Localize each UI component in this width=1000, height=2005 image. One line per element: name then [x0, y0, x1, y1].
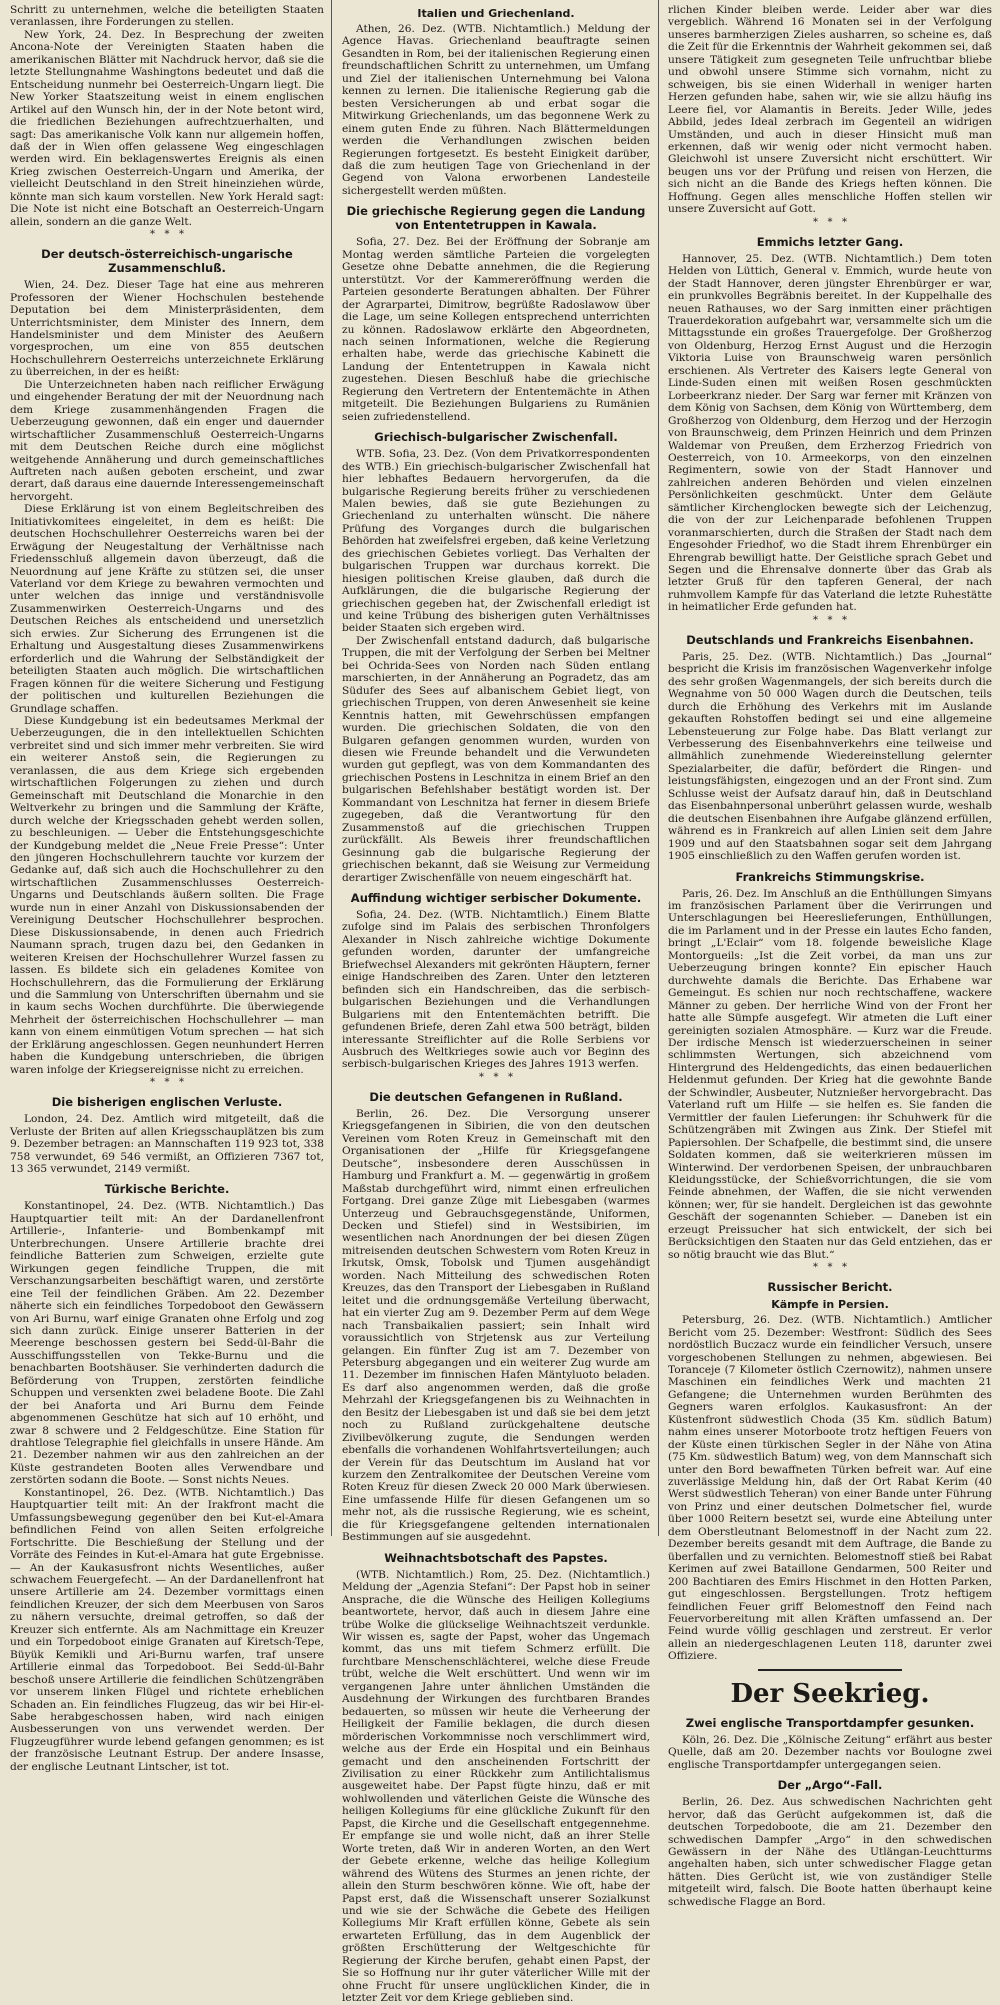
article-subheading: Kämpfe in Persien. [771, 1298, 889, 1312]
article-heading: Die griechische Regierung gegen die Landung von Ententetruppen in Kawala. [346, 204, 646, 233]
article-text: Paris, 25. Dez. (WTB. Nichtamtlich.) Das „Journal“ bespricht die Krisis im französischen Wagenverkehr infolge des sehr großen Wagenmangels, der sich bereits durch die Wegnahme von 50 000 Wagen durch die Deutschen, teils durch die Erhöhung des Verkehrs mit im Auslande gekauften Rohstoffen bedingt sei und eine allgemeine Lebensteuerung zur Folge habe. Das Blatt verlangt zur Verbesserung des Eisenbahnverkehrs eine teilweise und allmählich zunehmende Wiedereinstellung gelernter Spezialarbeiter, die dafür, befördert die Ringen- und leistungsfähigsten, eingezogen und an der Front sind. Zum Schlusse weist der Aufsatz darauf hin, daß in Deutschland das Eisenbahnpersonal unberührt gelassen wurde, weshalb die deutschen Eisenbahnen ihre Aufgabe glänzend erfüllen, während es in Frankreich auf allen Linien seit dem Jahre 1909 und auf den Staatsbahnen sogar seit dem Jahrgang 1905 einschließlich zu den Waffen gerufen worden ist. [668, 650, 992, 863]
article-text: Wien, 24. Dez. Dieser Tage hat eine aus mehreren Professoren der Wiener Hochschulen bestehende Deputation bei dem Ministerpräsidenten, dem Unterrichtsminister, dem Minister des Innern, dem Handelsminister und dem Minister des Aeußern vorgesprochen, um eine von 855 deutschen Hochschullehrern Oesterreichs unterzeichnete Erklärung zu überreichen, in der es heißt: [10, 279, 324, 379]
article-heading: Der „Argo“-Fall. [777, 1778, 883, 1793]
article-heading: Zwei englische Transportdampfer gesunken. [685, 1715, 975, 1730]
column-left [0, 0, 332, 1773]
article-heading: Deutschlands und Frankreichs Eisenbahnen. [686, 632, 974, 647]
article-text: Hannover, 25. Dez. (WTB. Nichtamtlich.) Dem toten Helden von Lüttich, General v. Emmich, wurde heute von der Stadt Hannover, deren jüngster Ehrenbürger er war, ein prunkvolles Begräbnis bereitet. In der Kuppelhalle des neuen Rathauses, wo der Sarg inmitten einer prächtigen Trauerdekoration aufgebahrt war, versammelte sich um die Mittagsstunde ein großes Trauergefolge. Der Großherzog von Oldenburg, Herzog Ernst August und die Herzogin Viktoria Luise von Braunschweig waren persönlich erschienen. Als Vertreter des Kaisers legte General von Linde-Suden einen mit weißen Rosen geschmückten Lorbeerkranz nieder. Der Sarg war ferner mit Kränzen von dem König von Sachsen, dem König von Württemberg, dem Großherzog von Oldenburg, dem Herzog und der Herzogin von Braunschweig, dem Prinzen Heinrich und dem Prinzen Waldemar von Preußen, dem Erzherzog Friedrich von Oesterreich, von 10. Armeekorps, von den einzelnen Regimentern, sowie von der Stadt Hannover und zahlreichen anderen Behörden und vielen einzelnen Persönlichkeiten geschmückt. Unter dem Geläute sämtlicher Kirchenglocken bewegte sich der Leichenzug, die von der zur Leichenparade befohlenen Truppen voranmarschierten, durch die Straßen der Stadt nach dem Engesohder Friedhof, wo die Stadt ihrem Ehrenbürger ein Ehrengrab bewilligt hatte. Der Geistliche sprach Gebet und Segen und die Ehrensalve donnerte über das Grab als letzter Gruß für den tapferen General, der nach ruhmvollem Kampfe für das Vaterland die letzte Ruhestätte in heimatlicher Erde gefunden hat. [668, 252, 992, 614]
separator-star: * * * [812, 216, 848, 228]
separator-star: * * * [478, 1071, 514, 1083]
article-text: Athen, 26. Dez. (WTB. Nichtamtlich.) Meldung der Agence Havas. Griechenland beauftragte seinen Gesandten in Rom, bei der italienischen Regierung einen freundschaftlichen Schritt zu unternehmen, um Umfang und Ziel der italienischen Unternehmung bei Valona kennen zu lernen. Die italienische Regierung gab die besten Versicherungen ab und erbat sogar die Mitwirkung Griechenlands, um das begonnene Werk zu einem guten Ende zu führen. Nach Blättermeldungen werden die Verhandlungen zwischen beiden Regierungen fortgesetzt. Es besteht Einigkeit darüber, daß die zum heutigen Tage von Griechenland in der Gegend von Valona erworbenen Landesteile sichergestellt werden müßten. [342, 23, 650, 197]
article-text: Köln, 26. Dez. Die „Kölnische Zeitung“ erfährt aus bester Quelle, daß am 20. Dezember nachts vor Boulogne zwei englische Transportdampfer untergegangen seien. [668, 1733, 992, 1771]
separator-star: * * * [812, 614, 848, 626]
article-text: Sofia, 27. Dez. Bei der Eröffnung der Sobranje am Montag werden sämtliche Parteien die vorgelegten Gesetze ohne Debatte annehmen, die die Regierung unterstützt. Vor der Kammereröffnung werden die Parteien gesonderte Beratungen abhalten. Der Führer der Agrarpartei, Dimitrow, begrüßte Radoslawow über die Lage, um seine Kollegen entsprechend unterrichten zu können. Radoslawow erklärte den Abgeordneten, nach seinen Informationen, welche die Regierung erhalten habe, werde das griechische Kabinett die Landung der Ententetruppen in Kawala nicht zugestehen. Diesen Beschluß habe die griechische Regierung den Vertretern der Ententemächte in Athen mitgeteilt. Die Beziehungen Bulgariens zu Rumänien seien zufriedenstellend. [342, 236, 650, 423]
article-text: Petersburg, 26. Dez. (WTB. Nichtamtlich.) Amtlicher Bericht vom 25. Dezember: Westfront: Südlich des Sees nordöstlich Buczacz wurde ein feindlicher Versuch, unsere vorgeschobenen Stellungen zu nehmen, abgewiesen. Bei Toranceje (7 Kilometer östlich Czernowitz), nahmen unsere Maschinen ein feindliches Werk und machten 21 Gefangene; die Unternehmen wurden Berühmten des Gegners waren erfolglos. Kaukasusfront: An der Küstenfront südwestlich Choda (35 Km. südlich Batum) nahm eines unserer Motorboote trotz heftigen Feuers von der Küste einen türkischen Segler in der Nähe von Atina (75 Km. südwestlich Batum) weg, von dem Mannschaft sich unter den Bord bewaffneten Türken befreit war. Auf eine zuverlässige Meldung hin, daß der Ort Rabat Kerim (40 Werst südwestlich Teheran) von einer Bande unter Führung von Prinz und einer deutschen Dolmetscher fiel, wurde über 1000 Reitern besetzt sei, wurde eine Abteilung unter dem Oberstleutnant Belomestnoff in der Nacht zum 22. Dezember bereits gesandt mit dem Auftrage, die Bande zu überfallen und zu vernichten. Belomestnoff stieß bei Rabat Kerimen auf zwei Bataillone Gendarmen, 500 Reiter und 200 Bachtiaren des Emirs Hischmet in den Hotten Parken, gut eingeschlossen. Bergstellungen. Trotz heftigem feindlichen Feuer griff Belomestnoff den Feind nach Feuervorbereitung mit allen Kräften umfassend an. Der Feind wurde völlig geschlagen und zerstreut. Er verlor allein an niedergeschlagenen Leuten 118, darunter zwei Offiziere. [668, 1314, 992, 1663]
article-text: Berlin, 26. Dez. Aus schwedischen Nachrichten geht hervor, daß das Gerücht aufgekommen ist, daß die deutschen Torpedoboote, die am 21. Dezember den schwedischen Dampfer „Argo“ in den schwedischen Gewässern in der Nähe des Utlängan-Leuchtturms angehalten haben, sich unter schwedischer Flagge getan hätten. Dies Gerücht ist, wie von zuständiger Stelle mitgeteilt wird, falsch. Die Boote hatten überhaupt keine schwedische Flagge an Bord. [668, 1796, 992, 1908]
article-heading: Russischer Bericht. [767, 1280, 893, 1295]
article-text: Der Zwischenfall entstand dadurch, daß bulgarische Truppen, die mit der Verfolgung der Serben bei Meltner bei Ochrida-Sees von Norden nach Süden entlang marschierten, in der Annäherung an Pogradetz, das am Südufer des Sees auf albanischem Gebiet liegt, von griechischen Truppen, von deren Anwesenheit sie keine Kenntnis hatten, mit Gewehrschüssen empfangen wurden. Die griechischen Soldaten, die von den Bulgaren gefangen genommen wurden, wurden von diesen wie Freunde behandelt und die Verwundeten wurden gut gepflegt, was von dem Kommandanten des griechischen Postens in Leschnitza in einem Brief an den bulgarischen Befehlshaber bestätigt worden ist. Der Kommandant von Leschnitza hat ferner in diesem Briefe zugegeben, daß die Verantwortung für den Zusammenstoß auf die griechischen Truppen zurückfällt. Als Beweis ihrer freundschaftlichen Gesinnung gab die bulgarische Regierung der griechischen bekannt, daß sie Weisung zur Vermeidung derartiger Zwischenfälle von neuem eingeschärft hat. [342, 634, 650, 884]
article-text: Die Unterzeichneten haben nach reiflicher Erwägung und eingehender Beratung der mit der Neuordnung nach dem Kriege zusammenhängenden Fragen die Ueberzeugung gewonnen, daß ein enger und dauernder wirtschaftlicher Zusammenschluß Oesterreich-Ungarns mit dem Deutschen Reiche durch eine möglichst weitgehende Annäherung und durch gemeinschaftliches Auftreten nach außen geboten erscheint, und zwar derart, daß daraus eine dauernde Interessengemeinschaft hervorgeht. [10, 378, 324, 503]
article-text: Diese Erklärung ist von einem Begleitschreiben des Initiativkomitees eingeleitet, in dem es heißt: Die deutschen Hochschullehrer Oesterreichs waren bei der Erwägung der Neugestaltung der Verhältnisse nach Friedensschluß allgemein davon überzeugt, daß die Neuordnung auf jene Kräfte zu stützen sei, die unser Vaterland vor dem Kriege zu bewahren vermochten und unter welchen das innige und verständnisvolle Zusammenwirken Oesterreich-Ungarns und des Deutschen Reiches als entscheidend und unersetzlich sich erwies. Zur Sicherung des Errungenen ist die Erhaltung und Ausgestaltung dieses Zusammenwirkens erforderlich und die Wahrung der Selbständigkeit der beteiligten Staaten auch möglich. Die wirtschaftlichen Fragen können für die weitere Sicherung und Festigung der politischen und kulturellen Beziehungen die Grundlage schaffen. [10, 503, 324, 715]
separator-star: * * * [149, 229, 185, 241]
article-heading: Die deutschen Gefangenen in Rußland. [369, 1089, 623, 1104]
article-heading: Emmichs letzter Gang. [756, 234, 904, 249]
column-middle [332, 0, 658, 2005]
article-text: Diese Kundgebung ist ein bedeutsames Merkmal der Ueberzeugungen, die in den intellektuellen Schichten verbreitet sind und sich immer mehr verbreiten. Sie wird ein weiterer Anstoß sein, die Regierungen zu veranlassen, die aus dem Kriege sich ergebenden wirtschaftlichen Folgerungen zu ziehen und durch Gemeinschaft mit Deutschland die Monarchie in den Weltverkehr zu bringen und die Sammlung der Kräfte, durch welche der Kriegsschaden gehebt werden sollen, zu beschleunigen. — Ueber die Entstehungsgeschichte der Kundgebung meldet die „Neue Freie Presse“: Unter den jüngeren Hochschullehrern tauchte vor kurzem der Gedanke auf, daß sich auch die Hochschullehrer zu den wirtschaftlichen Zusammenschlusses Oesterreich-Ungarns und Deutschlands äußern sollten. Die Frage wurde nun in einer Anzahl von Diskussionsabenden der Vereinigung Deutscher Hochschullehrer besprochen. Diese Diskussionsabende, in denen auch Friedrich Naumann sprach, trugen dazu bei, den Gedanken in weiteren Kreisen der Hochschullehrer Wurzel fassen zu lassen. Es bildete sich ein geladenes Komitee von Hochschullehrern, das die Formulierung der Erklärung und die Sammlung von Unterschriften übernahm und sie in kaum sechs Wochen durchführte. Die überwiegende Mehrheit der österreichischen Hochschullehrer — man kann von einem einmütigen Votum sprechen — hat sich der Erklärung angeschlossen. Gegen neunhundert Herren haben die Kundgebung unterschrieben, die übrigen waren infolge der Kriegsereignisse nicht zu erreichen. [10, 715, 324, 1076]
article-text: Sofia, 24. Dez. (WTB. Nichtamtlich.) Einem Blatte zufolge sind im Palais des serbischen Thronfolgers Alexander in Nisch zahlreiche wichtige Dokumente gefunden worden, darunter der umfangreiche Briefwechsel Alexanders mit gekrönten Häuptern, ferner einige Handschreiben des Zaren. Unter den letzteren befinden sich ein Handschreiben, das die serbisch-bulgarischen Beziehungen und die Verhandlungen Bulgariens mit den Ententemächten betrifft. Die gefundenen Briefe, deren Zahl etwa 500 beträgt, bilden interessante Streiflichter auf die Rolle Serbiens vor Ausbruch des Weltkrieges sowie auch vor Beginn des serbisch-bulgarischen Krieges des Jahres 1913 werfen. [342, 909, 650, 1071]
article-text: Schritt zu unternehmen, welche die beteiligten Staaten veranlassen, ihre Forderungen zu stellen. [10, 4, 324, 29]
article-heading: Türkische Berichte. [104, 1182, 230, 1197]
article-text: rlichen Kinder bleiben werde. Leider aber war dies vergeblich. Während 16 Monaten sei in der Verfolgung unseres barmherzigen Zieles ausharren, so scheine es, daß die Zeit für die Erkenntnis der Wahrheit gekommen sei, daß unsere Tätigkeit zum gesegneten Teile unfruchtbar bliebe und obwohl unsere Stimme sich vornahm, nicht zu schweigen, bis sie einen Widerhall in weniger harten Herzen gefunden habe, sahen wir, wie sie allzu häufig ins Leere fiel, vor Alamantis in Bereits. Jeder Wille, jedes Abbild, jedes Ideal zerbrach im Gegenteil an widrigen Umständen, und auch in dieser Hinsicht muß man erkennen, daß wir wenig oder nicht vermocht haben. Gleichwohl ist unsere Zuversicht nicht erschüttert. Wir beugen uns vor der Prüfung und reisen von Herzen, die sich nicht an die Bande des Kriegs heften können. Die Hoffnung. Gegen alles menschliche Hoffen stellen wir unsere Zuversicht auf Gott. [668, 4, 992, 216]
column-right [658, 0, 1000, 1908]
separator-star: * * * [149, 1077, 185, 1089]
column-rule [331, 0, 332, 1536]
section-heading: Der Seekrieg. [730, 1678, 930, 1709]
article-heading: Der deutsch-österreichisch-ungarische Zusammenschluß. [41, 247, 293, 276]
separator-star: * * * [812, 1262, 848, 1274]
article-text: (WTB. Nichtamtlich.) Rom, 25. Dez. (Nichtamtlich.) Meldung der „Agenzia Stefani“: Der Papst hob in seiner Ansprache, die die Wünsche des Heiligen Kollegiums beantwortete, hervor, daß auch in diesem Jahre eine trübe Wolke die glückselige Weihnachtszeit verdunkle. Wir wissen es, sagte der Papst, woher das Ungemach kommt, das uns mit tiefem Schmerz erfüllt. Die furchtbare Menschenschlächterei, welche diese Freude trübt, welche die Welt erschüttert. Und wenn wir im vergangenen Jahre unter ähnlichen Umständen die Ausdehnung der Wirkungen des furchtbaren Brandes bedauerten, so müssen wir heute die Verheerung der Heiligkeit der Familie beklagen, die durch diesen mörderischen Vorkommnisse noch verschlimmert wird, welche aus der Erde ein Hospital und ein Beinhaus gemacht und den anscheinenden Fortschritt der Zivilisation zu einer Rückkehr zum Antilichtalismus ausgeweitet habe. Der Papst fügte hinzu, daß er mit wohlwollenden und väterlichen Geiste die Wünsche des heiligen Kollegiums für eine glückliche Zukunft für den Papst, die Kirche und die Gesellschaft entgegennehme. Er empfange sie und wolle nicht, daß an ihrer Stelle Worte treten, daß Wir in anderen Worten, an den Wert der Gebete erkenne, welche das heilige Kollegium während des Wütens des Sturmes an jenen richte, der allein den Sturm beschwören könne. Wie oft, habe der Papst erst, daß die Wissenschaft unserer Sozialkunst und wie sie der Schwäche die Gebete des Heiligen Kollegiums Mir Kraft erfüllen könne, Gebete als sein erwarteten Erfüllung, das in dem Augenblick der größten Erschütterung der Weltgeschichte für Regierung der Kirche berufen, gehabt einen Papst, der Sie so Hoffnung nur ihr guter väterlicher Wille mit der ohne Frucht für unsere unglücklichen Kinder, die in letzter Zeit vor dem Kriege geblieben sind. [342, 1568, 650, 2005]
section-divider [758, 1669, 902, 1671]
column-rule [658, 0, 659, 1536]
article-heading: Die bisherigen englischen Verluste. [51, 1095, 283, 1110]
article-heading: Frankreichs Stimmungskrise. [735, 869, 925, 884]
article-text: Berlin, 26. Dez. Die Versorgung unserer Kriegsgefangenen in Sibirien, die von den deutschen Vereinen vom Roten Kreuz in Gemeinschaft mit den Organisationen der „Hilfe für Kriegsgefangene Deutsche“, insbesondere deren Ausschüssen in Hamburg und Frankfurt a. M. — gegenwärtig in großem Maßstab durchgeführt wird, nimmt einen erfreulichen Fortgang. Drei ganze Züge mit Liebesgaben (warmes Unterzeug und Gebrauchsgegenstände, Uniformen, Decken und Stiefel) sind in Westsibirien, im wesentlichen nach Anordnungen der bei diesen Zügen mitreisenden deutschen Schwestern vom Roten Kreuz in Irkutsk, Omsk, Tobolsk und Tjumen ausgehändigt worden. Nach Mitteilung des schwedischen Roten Kreuzes, das den Transport der Liebesgaben in Rußland leitet und die ordnungsgemäße Verteilung überwacht, hat ein vierter Zug am 9. Dezember Perm auf dem Wege nach Transbaikalien passiert; sein Inhalt wird voraussichtlich von Strjetensk aus zur Verteilung gelangen. Ein fünfter Zug ist am 7. Dezember von Petersburg abgegangen und ein weiterer Zug wurde am 11. Dezember im finnischen Hafen Mäntyluoto beladen. Es darf also angenommen werden, daß die große Mehrzahl der Kriegsgefangenen bis zu Weihnachten in den Besitz der Liebesgaben ist und daß sie bei dem jetzt noch zu Rußland zurückgehaltene deutsche Zivilbevölkerung zugute, die Sendungen werden ebenfalls die vorhandenen Wohlfahrtsverteilungen; auch der Verein für das Deutschtum im Ausland hat vor kurzem den Zentralkomitee der Deutschen Vereine vom Roten Kreuz für diesen Zweck 20 000 Mark überwiesen. Eine umfassende Hilfe für diesen Gefangenen um so mehr not, als die russische Regierung, wie es scheint, die für Kriegsgefangene geltenden internationalen Bestimmungen auf sie ausgedehnt. [342, 1107, 650, 1544]
article-text: Konstantinopel, 24. Dez. (WTB. Nichtamtlich.) Das Hauptquartier teilt mit: An der Dardanellenfront Artillerie-, Infanterie- und Bombenkampf mit Unterbrechungen. Unsere Artillerie brachte drei feindliche Batterien zum Schweigen, erzielte gute Wirkungen gegen feindliche Truppen, die mit Verschanzungsarbeiten beschäftigt waren, und zerstörte eine Teil der feindlichen Gräben. Am 22. Dezember näherte sich ein feindliches Torpedoboot den Gewässern von Ari Burnu, warf einige Granaten ohne Erfolg und zog sich dann zurück. Einige unserer Batterien in der Meerenge beschossen gestern bei Sedd-ül-Bahr die Ausschiffungsstellen von Tekke-Burnu und die benachbarten Bootshäuser. Sie verhinderten dadurch die Beförderung von Truppen, zerstörten feindliche Schuppen und versenkten zwei beladene Boote. Die Zahl der bei Anaforta und Ari Burnu dem Feinde abgenommenen Geschütze hat sich auf 10 erhöht, und zwar 8 schwere und 2 Feldgeschütze. Eine Station für drahtlose Telegraphie fiel gleichfalls in unsere Hände. Am 21. Dezember nahmen wir aus den zahlreichen an der Küste gestrandeten Booten alles Verwendbare und zerstörten sodann die Boote. — Sonst nichts Neues. [10, 1200, 324, 1487]
article-text: WTB. Sofia, 23. Dez. (Von dem Privatkorrespondenten des WTB.) Ein griechisch-bulgarischer Zwischenfall hat hier lebhaftes Bedauern hervorgerufen, da die bulgarische Regierung bereits früher zu verschiedenen Malen bewies, daß sie gute Beziehungen zu Griechenland zu unterhalten wünscht. Die nähere Prüfung des Vorganges durch die bulgarischen Behörden hat zweifelsfrei ergeben, daß keine Verletzung des griechischen Gebietes vorliegt. Das Verhalten der bulgarischen Truppen war durchaus korrekt. Die hiesigen politischen Kreise glauben, daß durch die Aufklärungen, die die bulgarische Regierung der griechischen gegeben hat, der Zwischenfall erledigt ist und keine Trübung des bisherigen guten Verhältnisses beider Staaten sich ergeben wird. [342, 448, 650, 635]
article-heading: Auffindung wichtiger serbischer Dokumente. [350, 891, 642, 905]
article-heading: Weihnachtsbotschaft des Papstes. [384, 1550, 608, 1565]
article-heading: Griechisch-bulgarischer Zwischenfall. [374, 430, 618, 445]
article-text: Konstantinopel, 26. Dez. (WTB. Nichtamtlich.) Das Hauptquartier teilt mit: An der Irakfront macht die Umfassungsbewegung gegenüber den bei Kut-el-Amara befindlichen Feind von allen Seiten erfolgreiche Fortschritte. Die Beschießung der Stellung und der Vorräte des Feindes in Kut-el-Amara hat gute Ergebnisse. — An der Kaukasusfront nichts Wesentliches, außer schwachem Feuergefecht. — An der Dardanellenfront hat unsere Artillerie am 24. Dezember vormittags einen feindlichen Kreuzer, der sich dem Meerbusen von Saros zu nähern versuchte, dreimal getroffen, so daß der Kreuzer sich entfernte. Als am Nachmittage ein Kreuzer und ein Torpedoboot einige Granaten auf Kiretsch-Tepe, Büyük Kemikli und Ari-Burnu warfen, traf unsere Artillerie einmal das Torpedoboot. Bei Sedd-ül-Bahr beschoß unsere Artillerie die feindlichen Schützengräben vor unserem linken Flügel und richtete erheblichen Schaden an. Ein feindliches Flugzeug, das wir bei Hir-el-Sabe herabgeschossen haben, wird nach einigen Ausbesserungen von uns verwendet werden. Der Flugzeugführer wurde lebend gefangen genommen; es ist der französische Leutnant Estrup. Der andere Insasse, der englische Leutnant Lintscher, ist tot. [10, 1486, 324, 1773]
article-text: London, 24. Dez. Amtlich wird mitgeteilt, daß die Verluste der Briten auf allen Kriegsschauplätzen bis zum 9. Dezember betragen: an Mannschaften 119 923 tot, 338 758 verwundet, 69 546 vermißt, an Offizieren 7367 tot, 13 365 verwundet, 2149 vermißt. [10, 1113, 324, 1175]
article-text: Paris, 26. Dez. Im Anschluß an die Enthüllungen Simyans im französischen Parlament über die Verirrungen und Unterschlagungen bei Heereslieferungen, Enthüllungen, die im Parlament und in der Presse ein lautes Echo fanden, bringt „L'Eclair“ vom 18. folgende beweisliche Klage Montorgueils: „Ist die Zeit vorbei, da man uns zur Ueberzeugung bringen konnte? Ein epischer Hauch durchwehte damals die Berichte. Das Erhabene war Gemeingut. Es schien nur noch rechtschaffene, wackere Männer zu geben. Der herrliche Wind von der Front her hatte alle Sümpfe ausgefegt. Wir atmeten die Luft einer gereinigten sozialen Atmosphäre. — Kurz war die Freude. Der irdische Mensch ist wiederzuerscheinen in seiner schlimmsten Wertungen, sich abzeichnend vom Hintergrund des Heldengedichts, das einen bedauerlichen Heldenmut gefunden. Der Krieg hat die gewohnte Bande der Schwindler, Ausbeuter, Nutznießer hervorgebracht. Das Vaterland ruft um Hilfe — sie helfen es. Sie fanden die Vermittler der faulen Lieferungen: ihr Schuhwerk für die Schützengräben mit Zwingen aus Zink. Der Stiefel mit Papiersohlen. Der Schafpelle, die bestimmt sind, die unsere Soldaten kommen, daß sie weiterkrieren müssen im Winterwind. Der verdorbenen Speisen, der unbrauchbaren Kleidungsstücke, der Schießvorrichtungen, die sie vom Feinde abnehmen, der Waffen, die sie nicht verwenden können; wer, für sie handelt. Dergleichen ist das gewohnte Geschäft der sogenannten Schieber. — Daneben ist ein erzeugt Preissucher hat sich entwickelt, der sich bei Berücksichtigen den Staaten nur das Geld entziehen, das er so nötig braucht wie das Blut.“ [668, 887, 992, 1261]
article-heading: Italien und Griechenland. [417, 7, 575, 20]
article-text: New York, 24. Dez. In Besprechung der zweiten Ancona-Note der Vereinigten Staaten haben die amerikanischen Blätter mit Nachdruck hervor, daß sie die letzte Stellungnahme Washingtons bedeutet und daß die Entscheidung nunmehr bei Oesterreich-Ungarn liegt. Die New Yorker Staatszeitung weist in einem englischen Artikel auf den Wunsch hin, der in der Note betont wird, die friedlichen Beziehungen aufrechtzuerhalten, und sagt: Das amerikanische Volk kann nur allgemein hoffen, daß der in Wien offen gelassene Weg eingeschlagen werden wird. Ein beklagenswertes Ereignis als einen Krieg zwischen Oesterreich-Ungarn und Amerika, der vielleicht Deutschland in den Streit hineinziehen würde, könnte man sich kaum vorstellen. New York Herald sagt: Die Note ist nicht eine Botschaft an Oesterreich-Ungarn allein, sondern an die ganze Welt. [10, 28, 324, 228]
